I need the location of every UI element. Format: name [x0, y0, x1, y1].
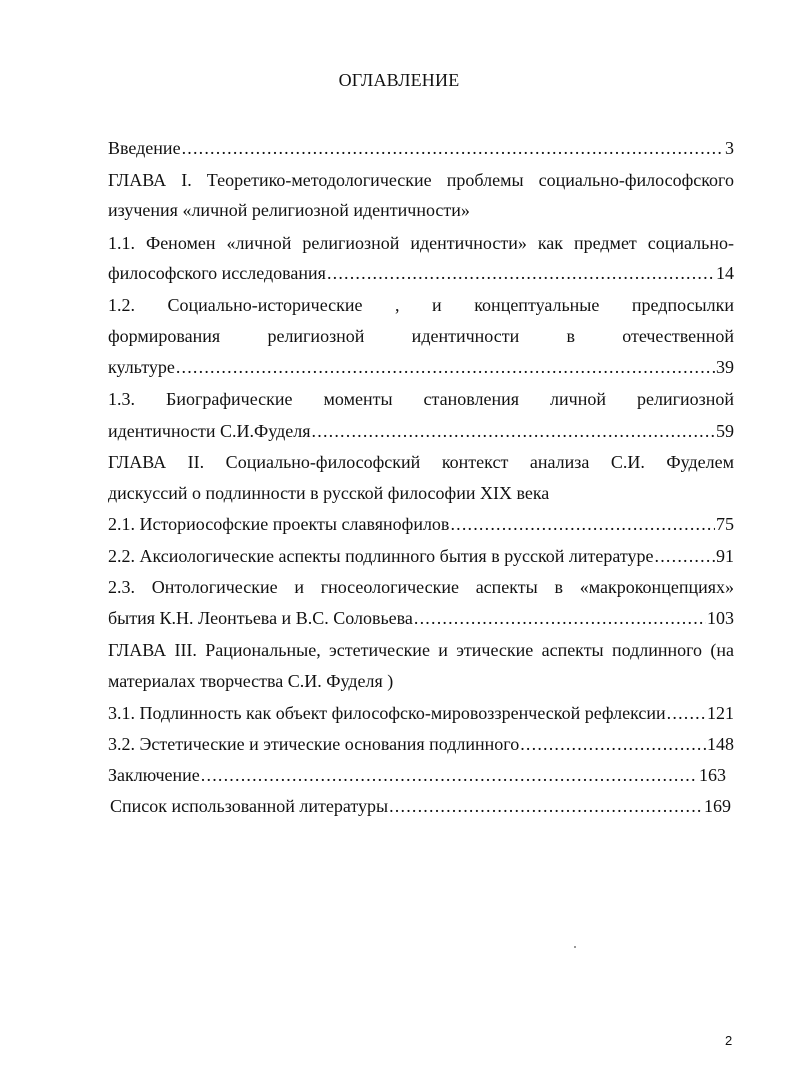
toc-section-1-3-line-1[interactable]: 1.3. Биографические моменты становления личной религиозной	[108, 389, 734, 409]
toc-entry-text: Заключение	[108, 765, 200, 785]
toc-page-number: 163	[699, 765, 726, 785]
dot-leader	[414, 607, 706, 629]
dot-leader	[655, 545, 715, 567]
toc-entry-text: 3.1. Подлинность как объект философско-мировоззренческой рефлексии	[108, 703, 666, 723]
toc-page-number: 169	[704, 796, 731, 816]
dot-leader	[389, 795, 703, 817]
toc-page-number: 14	[716, 263, 734, 283]
toc-page-number: 121	[707, 703, 734, 723]
toc-section-3-1[interactable]	[108, 702, 734, 724]
toc-chapter-3-line-1[interactable]: ГЛАВА III. Рациональные, эстетические и этические аспекты подлинного (на	[108, 640, 734, 660]
toc-page-number: 59	[716, 421, 734, 441]
toc-page-number: 3	[725, 138, 734, 158]
toc-section-1-2-line-1[interactable]: 1.2. Социально-исторические , и концептуальные предпосылки	[108, 295, 734, 315]
toc-entry-bibliography[interactable]	[110, 795, 731, 817]
toc-section-2-3-line-2[interactable]	[108, 607, 734, 629]
scan-speck	[574, 946, 576, 948]
toc-chapter-1-line-2[interactable]: изучения «личной религиозной идентичности»	[108, 200, 470, 220]
toc-entry-text: философского исследования	[108, 263, 326, 283]
toc-entry-text: Введение	[108, 138, 181, 158]
toc-chapter-2-line-2[interactable]: дискуссий о подлинности в русской философии XIX века	[108, 483, 550, 503]
toc-section-1-1-line-1[interactable]: 1.1. Феномен «личной религиозной идентичности» как предмет социально-	[108, 233, 734, 253]
toc-chapter-1-line-1[interactable]: ГЛАВА I. Теоретико-методологические проблемы социально-философского	[108, 170, 734, 190]
dot-leader	[201, 764, 698, 786]
dot-leader	[312, 420, 715, 442]
toc-entry-text: 3.2. Эстетические и этические основания подлинного	[108, 734, 520, 754]
toc-entry-intro[interactable]	[108, 137, 734, 159]
toc-section-1-2-line-2[interactable]: формирования религиозной идентичности в отечественной	[108, 326, 734, 346]
dot-leader	[327, 262, 715, 284]
toc-page-number: 91	[716, 546, 734, 566]
toc-chapter-2-line-1[interactable]: ГЛАВА II. Социально-философский контекст анализа С.И. Фуделем	[108, 452, 734, 472]
toc-entry-text: 2.2. Аксиологические аспекты подлинного бытия в русской литературе	[108, 546, 654, 566]
toc-section-2-3-line-1[interactable]: 2.3. Онтологические и гносеологические аспекты в «макроконцепциях»	[108, 577, 734, 597]
toc-entry-conclusion[interactable]	[108, 764, 726, 786]
dot-leader	[176, 356, 715, 378]
dot-leader	[520, 733, 706, 755]
toc-section-1-2-line-3[interactable]	[108, 356, 734, 378]
dot-leader	[667, 702, 706, 724]
toc-page-number: 148	[707, 734, 734, 754]
toc-entry-text: 2.1. Историософские проекты славянофилов	[108, 514, 450, 534]
toc-entry-text: культуре	[108, 357, 175, 377]
toc-section-2-1[interactable]	[108, 513, 734, 535]
toc-section-1-3-line-2[interactable]	[108, 420, 734, 442]
dot-leader	[182, 137, 724, 159]
toc-chapter-3-line-2[interactable]: материалах творчества С.И. Фуделя )	[108, 671, 394, 691]
toc-section-2-2[interactable]	[108, 545, 734, 567]
toc-entry-text: бытия К.Н. Леонтьева и В.С. Соловьева	[108, 608, 413, 628]
toc-section-1-1-line-2[interactable]	[108, 262, 734, 284]
toc-entry-text: Список использованной литературы	[110, 796, 389, 816]
page-number: 2	[725, 1033, 733, 1048]
toc-entry-text: идентичности С.И.Фуделя	[108, 421, 311, 441]
dot-leader	[450, 513, 715, 535]
toc-section-3-2[interactable]	[108, 733, 734, 755]
page-title: ОГЛАВЛЕНИЕ	[338, 70, 460, 90]
toc-page-number: 103	[707, 608, 734, 628]
toc-page-number: 39	[716, 357, 734, 377]
toc-page-number: 75	[716, 514, 734, 534]
